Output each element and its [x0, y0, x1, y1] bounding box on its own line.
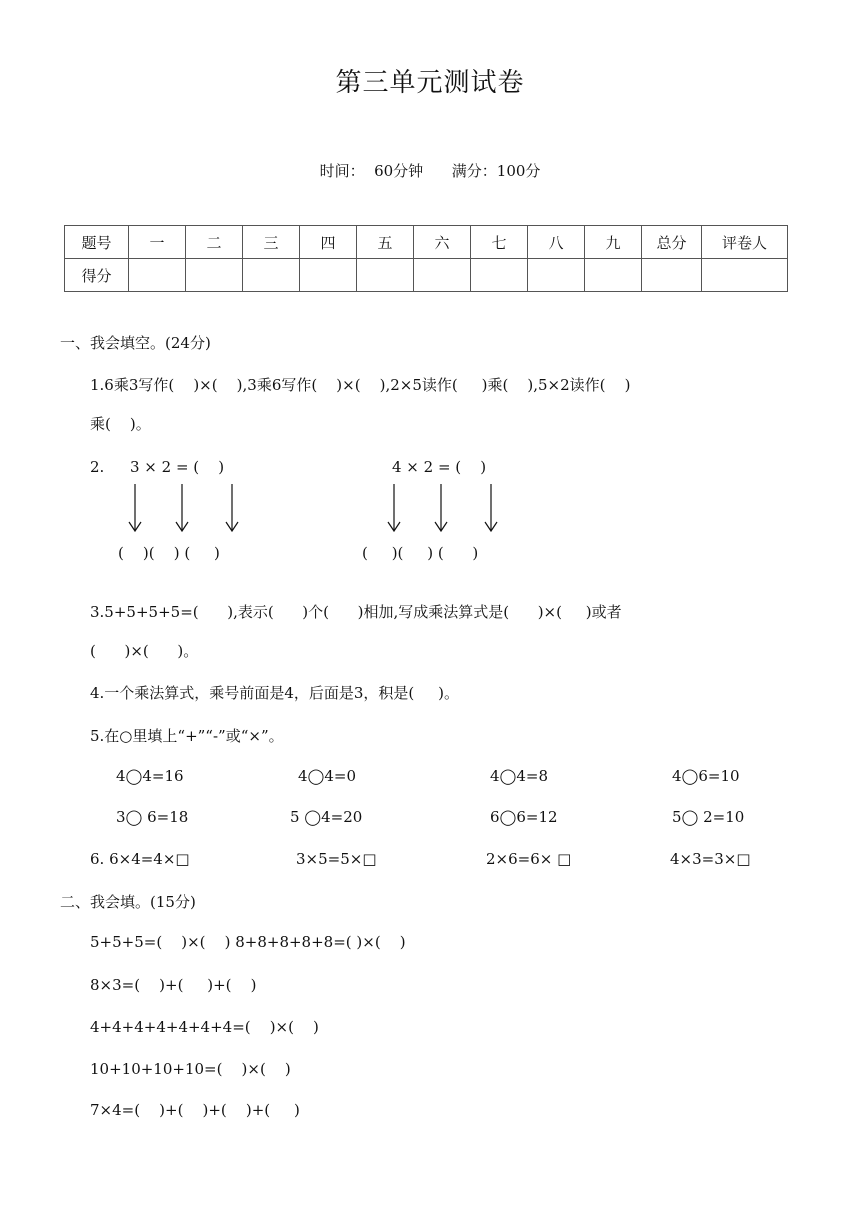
question-5-item: 5 ◯4=20	[290, 808, 363, 826]
question-6-item: 4×3=3×□	[670, 850, 751, 868]
score-cell[interactable]	[528, 259, 585, 292]
question-5-item: 4◯4=8	[490, 767, 548, 785]
section-2-line: 10+10+10+10=( )×( )	[90, 1060, 291, 1078]
score-cell[interactable]	[357, 259, 414, 292]
score-table	[64, 225, 788, 292]
question-2-right-blanks: ( )( ) ( )	[362, 544, 479, 562]
table-header-cell: 一	[129, 226, 186, 259]
table-header-cell: 评卷人	[702, 226, 788, 259]
page-title: 第三单元测试卷	[335, 68, 525, 98]
question-6-item: 3×5=5×□	[296, 850, 377, 868]
table-header-cell: 六	[414, 226, 471, 259]
score-cell[interactable]	[300, 259, 357, 292]
score-cell[interactable]	[702, 259, 788, 292]
question-2-right-equation: 4 × 2 = ( )	[392, 458, 487, 476]
score-cell[interactable]	[642, 259, 702, 292]
question-1-line-1: 1.6乘3写作( )×( ),3乘6写作( )×( ),2×5读作( )乘( ),5×2读作( )	[90, 376, 631, 394]
table-header-cell: 八	[528, 226, 585, 259]
question-3-line-2: ( )×( )。	[90, 642, 199, 660]
score-cell[interactable]	[243, 259, 300, 292]
question-2-left-blanks: ( )( ) ( )	[118, 544, 220, 562]
section-2-title: 二、我会填。(15分)	[60, 893, 196, 911]
table-header-cell: 七	[471, 226, 528, 259]
down-arrow-icon	[175, 484, 189, 534]
section-2-line: 7×4=( )+( )+( )+( )	[90, 1101, 300, 1119]
section-2-line: 5+5+5=( )×( ) 8+8+8+8+8=( )×( )	[90, 933, 406, 951]
question-5-item: 4◯4=16	[116, 767, 184, 785]
table-header-cell: 题号	[65, 226, 129, 259]
score-cell[interactable]	[585, 259, 642, 292]
down-arrow-icon	[387, 484, 401, 534]
question-5-item: 4◯6=10	[672, 767, 740, 785]
score-cell[interactable]	[414, 259, 471, 292]
down-arrow-icon	[434, 484, 448, 534]
score-cell[interactable]	[471, 259, 528, 292]
score-table-score-row	[65, 259, 788, 292]
question-5: 5.在○里填上“+”“-”或“×”。	[90, 727, 284, 745]
score-table-header-row	[65, 226, 788, 259]
table-header-cell: 总分	[642, 226, 702, 259]
section-2-line: 8×3=( )+( )+( )	[90, 976, 257, 994]
question-6-item: 6. 6×4=4×□	[90, 850, 190, 868]
table-header-cell: 九	[585, 226, 642, 259]
question-5-item: 3◯ 6=18	[116, 808, 189, 826]
score-cell[interactable]	[186, 259, 243, 292]
down-arrow-icon	[225, 484, 239, 534]
score-cell[interactable]	[129, 259, 186, 292]
question-5-item: 5◯ 2=10	[672, 808, 745, 826]
question-5-item: 6◯6=12	[490, 808, 558, 826]
section-1-title: 一、我会填空。(24分)	[60, 334, 211, 352]
score-row-label: 得分	[65, 259, 129, 292]
down-arrow-icon	[484, 484, 498, 534]
table-header-cell: 五	[357, 226, 414, 259]
table-header-cell: 四	[300, 226, 357, 259]
question-2-left-equation: 3 × 2 = ( )	[130, 458, 225, 476]
section-2-line: 4+4+4+4+4+4+4=( )×( )	[90, 1018, 319, 1036]
exam-meta: 时间： 60分钟 满分：100分	[319, 162, 541, 180]
question-6-item: 2×6=6× □	[486, 850, 572, 868]
question-5-item: 4◯4=0	[298, 767, 356, 785]
question-2-label: 2.	[90, 458, 105, 476]
table-header-cell: 二	[186, 226, 243, 259]
question-3-line-1: 3.5+5+5+5=( ),表示( )个( )相加,写成乘法算式是( )×( )或者	[90, 603, 622, 621]
table-header-cell: 三	[243, 226, 300, 259]
down-arrow-icon	[128, 484, 142, 534]
question-4: 4.一个乘法算式，乘号前面是4，后面是3，积是( )。	[90, 684, 459, 702]
question-1-line-2: 乘( )。	[90, 415, 151, 433]
